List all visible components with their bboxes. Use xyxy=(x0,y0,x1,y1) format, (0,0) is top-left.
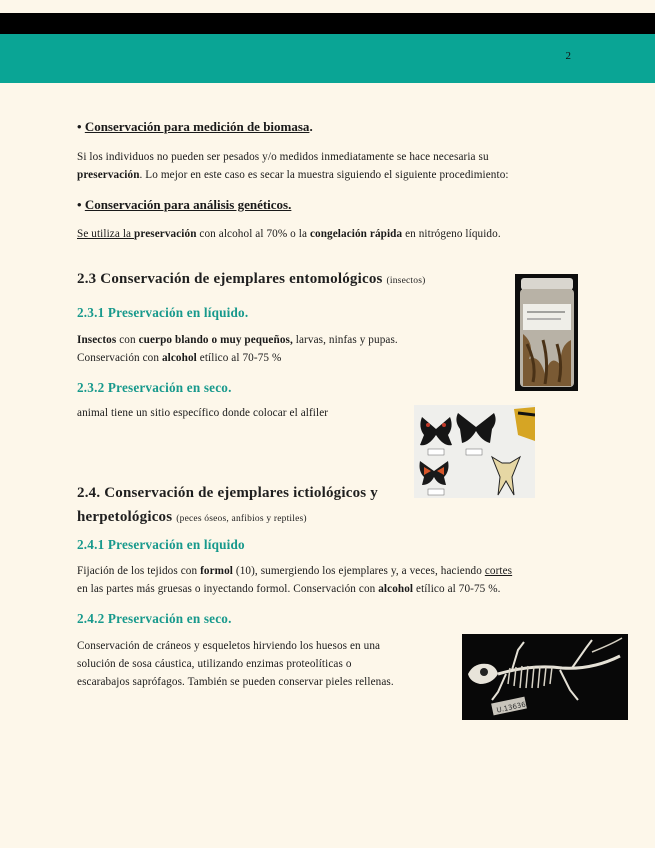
heading-2-3-1: 2.3.1 Preservación en líquido. xyxy=(77,305,249,320)
heading-2-3-2: 2.3.2 Preservación en seco. xyxy=(77,380,232,395)
paragraph-2-4-2: Conservación de cráneos y esqueletos hirviendo los huesos en una solución de sosa cáustica, utilizando enzimas proteolíticas o escarabajos saprófagos. También se pueden conservar pieles rellenas. xyxy=(77,640,394,688)
header-band xyxy=(0,34,655,83)
page-number: 2 xyxy=(565,50,571,62)
heading-2-3: 2.3 Conservación de ejemplares entomológicos (insectos) xyxy=(77,271,426,287)
heading-genetico xyxy=(77,197,291,213)
heading-biomasa-text: Conservación para medición de biomasa xyxy=(84,119,310,134)
paragraph-biomasa: Si los individuos no pueden ser pesados y/o medidos inmediatamente se hace necesaria su preservación. Lo mejor en este caso es secar la muestra siguiendo el siguiente procedimiento: xyxy=(77,151,509,181)
paragraph-2-4-1: Fijación de los tejidos con formol (10), sumergiendo los ejemplares y, a veces, haciendo cortes en las partes más gruesas o inyectando formol. Conservación con alcohol etílico al 70-75 %. xyxy=(77,565,513,595)
bullet: • xyxy=(77,197,82,212)
reptile-skeleton-photo xyxy=(462,634,628,720)
top-black-bar xyxy=(0,13,655,34)
paragraph-2-3-2: animal tiene un sitio específico donde colocar el alfiler xyxy=(77,407,329,419)
bullet: • xyxy=(77,119,82,134)
pinned-butterflies-collection-photo xyxy=(414,405,535,498)
heading-biomasa: • Conservación para medición de biomasa. xyxy=(77,119,313,134)
specimen-tag-label: U.13636 xyxy=(495,700,527,715)
heading-2-4: 2.4. Conservación de ejemplares ictiológicos y herpetológicos (peces óseos, anfibios y reptiles) xyxy=(77,485,378,525)
heading-2-4-1: 2.4.1 Preservación en líquido xyxy=(77,537,245,552)
jar-of-preserved-insects-photo xyxy=(515,274,578,391)
heading-2-4-2: 2.4.2 Preservación en seco. xyxy=(77,611,232,626)
paragraph-2-3-1: Insectos con cuerpo blando o muy pequeños, larvas, ninfas y pupas. Conservación con alcohol etílico al 70-75 % xyxy=(77,334,398,364)
paragraph-genetico: Se utiliza la preservación con alcohol al 70% o la congelación rápida en nitrógeno líquido. xyxy=(77,228,501,240)
heading-genetico-text: Conservación para análisis genéticos. xyxy=(84,197,292,212)
